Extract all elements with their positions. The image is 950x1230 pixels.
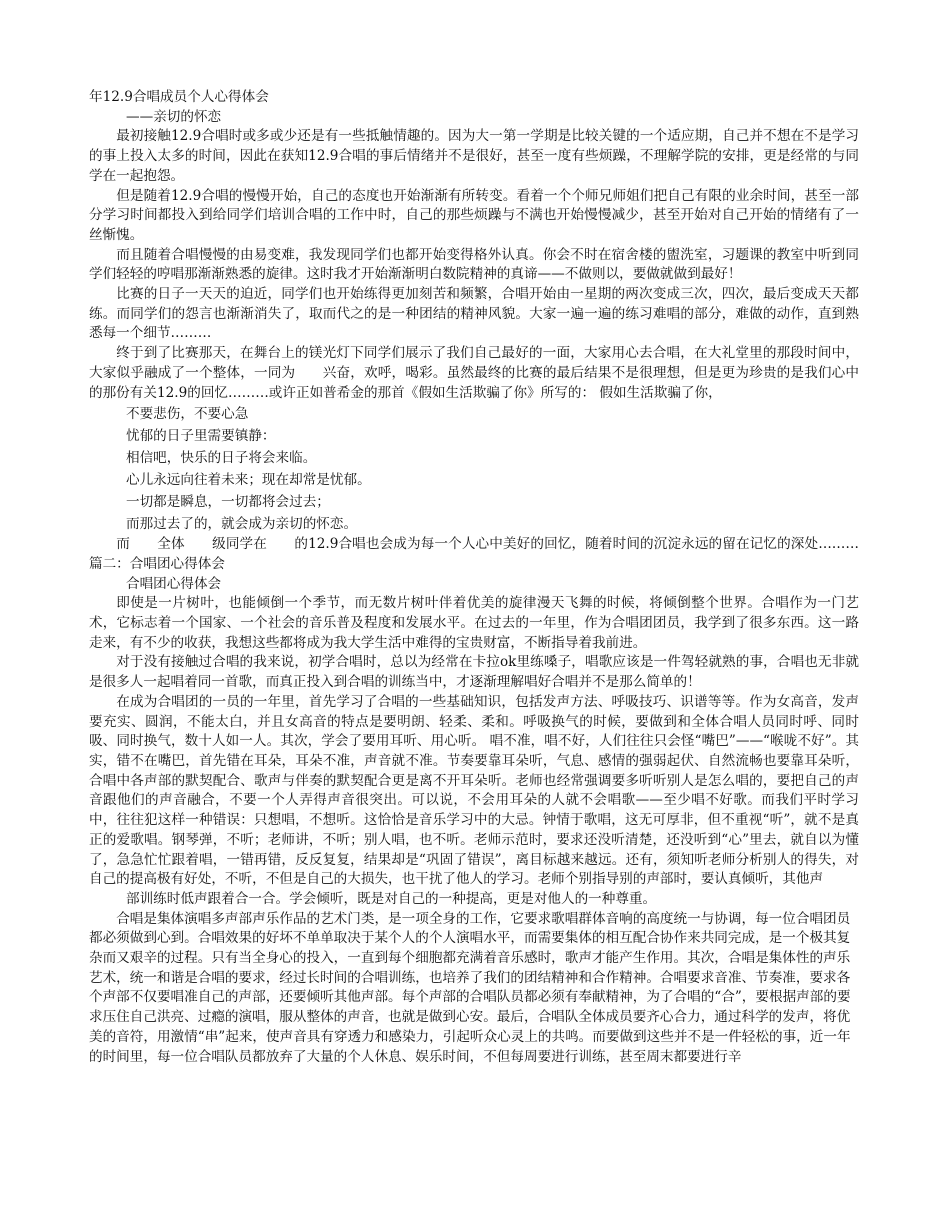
document-body <box>89 88 859 1067</box>
poem <box>89 403 859 535</box>
section-title: 合唱团心得体会 <box>126 575 222 592</box>
paragraph: 但是随着12.9合唱的慢慢开始，自己的态度也开始渐渐有所转变。看着一个个师兄师姐们把自己有限的业余时间，甚至一部分学习时间都投入到给同学们培训合唱的工作中时，自己的那些烦躁与不满也开始慢慢减少，甚至开始对自己开始的情绪有了一丝惭愧。 <box>89 187 859 243</box>
document-title: 年12.9合唱成员个人心得体会 <box>89 89 269 105</box>
closing-paragraph: 而 全体 级同学在 的12.9合唱也会成为每一个人心中美好的回忆，随着时间的沉淀永远的留在记忆的深处………篇二：合唱团心得体会 <box>89 536 859 572</box>
poem-line: 忧郁的日子里需要镇静： <box>126 428 276 445</box>
paragraph: 即使是一片树叶，也能倾倒一个季节，而无数片树叶伴着优美的旋律漫天飞舞的时候，将倾倒整个世界。合唱作为一门艺术，它标志着一个国家、一个社会的音乐普及程度和发展水平。在过去的一年里，作为合唱团团员，我学到了很多东西。这一路走来，有不少的收获，我想这些都将成为我大学生活中难得的宝贵财富，不断指导着我前进。 <box>89 595 859 651</box>
paragraph: 对于没有接触过合唱的我来说，初学合唱时，总以为经常在卡拉ok里练嗓子，唱歌应该是一件驾轻就熟的事，合唱也无非就是很多人一起唱着同一首歌，而真正投入到合唱的训练当中，才逐渐理解唱好合唱并不是那么简单的！ <box>89 654 859 691</box>
paragraph: 终于到了比赛那天，在舞台上的镁光灯下同学们展示了我们自己最好的一面，大家用心去合唱，在大礼堂里的那段时间中，大家似乎融成了一个整体，一同为 兴奋，欢呼，喝彩。虽然最终的比赛的最后结果不是很理想，但是更为珍贵的是我们心中的那份有关12.9的回忆………或许正如普希金的那首《假如生活欺骗了你》所写的： 假如生活欺骗了你， <box>89 345 859 401</box>
poem-line: 不要悲伤，不要心急 <box>126 406 249 423</box>
paragraph: 在成为合唱团的一员的一年里，首先学习了合唱的一些基础知识，包括发声方法、呼吸技巧、识谱等等。作为女高音，发声要充实、圆润，不能太白，并且女高音的特点是要明朗、轻柔、柔和。呼吸换气的时候，要做到和全体合唱人员同时呼、同时吸、同时换气，数十人如一人。其次，学会了要用耳听、用心听。 唱不准，唱不好，人们往往只会怪“嘴巴”——“喉咙不好”。其实，错不在嘴巴，首先错在耳朵，耳朵不准，声音就不准。节奏要靠耳朵听，气息、感情的强弱起伏、自然流畅也要靠耳朵听，合唱中各声部的默契配合、歌声与伴奏的默契配合更是离不开耳朵听。老师也经常强调要多听听别人是怎么唱的，要把自己的声音跟他们的声音融合，不要一个人弄得声音很突出。可以说，不会用耳朵的人就不会唱歌——至少唱不好歌。而我们平时学习中，往往犯这样一种错误：只想唱，不想听。这恰恰是音乐学习中的大忌。钟情于歌唱，这无可厚非，但不重视“听”，就不是真正的爱歌唱。钢琴弹，不听；老师讲，不听；别人唱，也不听。老师示范时，要求还没听清楚，还没听到“心”里去，就自以为懂了，急急忙忙跟着唱，一错再错，反反复复，结果却是“巩固了错误”，离目标越来越远。还有，须知听老师分析别人的得失，对自己的提高极有好处，不听，不但是自己的大损失，也干扰了他人的学习。老师个别指导别的声部时，要认真倾听，其他声 <box>89 693 859 888</box>
document-subtitle: ——亲切的怀恋 <box>126 108 222 125</box>
paragraph: 合唱是集体演唱多声部声乐作品的艺术门类，是一项全身的工作，它要求歌唱群体音响的高度统一与协调，每一位合唱团员都必须做到心到。合唱效果的好坏不单单取决于某个人的个人演唱水平，而需要集体的相互配合协作来共同完成，是一个极其复杂而又艰辛的过程。只有当全身心的投入，一直到每个细胞都充满着音乐感时，歌声才能产生作用。其次，合唱是集体性的声乐艺术，统一和谐是合唱的要求，经过长时间的合唱训练，也培养了我们的团结精神和合作精神。合唱要求音准、节奏准，要求各个声部不仅要唱准自己的声部，还要倾听其他声部。每个声部的合唱队员都必须有奉献精神，为了合唱的“合”，要根据声部的要求压住自己洪亮、过瘾的演唱，服从整体的声音，也就是做到心安。最后，合唱队全体成员要齐心合力，通过科学的发声，将优美的音符，用激情“串”起来，使声音具有穿透力和感染力，引起听众心灵上的共鸣。而要做到这些并不是一件轻松的事，近一年的时间里，每一位合唱队员都放弃了大量的个人休息、娱乐时间，不但每周要进行训练，甚至周末都要进行辛 <box>89 910 851 1065</box>
paragraph: 最初接触12.9合唱时或多或少还是有一些抵触情趣的。因为大一第一学期是比较关键的一个适应期，自己并不想在不是学习的事上投入太多的时间，因此在获知12.9合唱的事后情绪并不是很好，甚至一度有些烦躁，不理解学院的安排，更是经常的与同学在一起抱怨。 <box>89 128 859 184</box>
poem-line: 而那过去了的，就会成为亲切的怀恋。 <box>126 516 358 533</box>
paragraph: 比赛的日子一天天的迫近，同学们也开始练得更加刻苦和频繁，合唱开始由一星期的两次变成三次，四次，最后变成天天都练。而同学们的怨言也渐渐消失了，取而代之的是一种团结的精神风貌。大家一遍一遍的练习难唱的部分，难做的动作，直到熟悉每一个细节……… <box>89 286 859 342</box>
poem-line: 相信吧，快乐的日子将会来临。 <box>126 450 317 467</box>
paragraph: 而且随着合唱慢慢的由易变难，我发现同学们也都开始变得格外认真。你会不时在宿舍楼的盥洗室，习题课的教室中听到同学们轻轻的哼唱那渐渐熟悉的旋律。这时我才开始渐渐明白数院精神的真谛——不做则以，要做就做到最好！ <box>89 246 859 283</box>
poem-line: 一切都是瞬息，一切都将会过去； <box>126 494 330 511</box>
poem-line: 心儿永远向往着未来；现在却常是忧郁。 <box>126 472 371 489</box>
paragraph-continuation: 部训练时低声跟着合一合。学会倾听，既是对自己的一种提高，更是对他人的一种尊重。 <box>126 890 657 907</box>
